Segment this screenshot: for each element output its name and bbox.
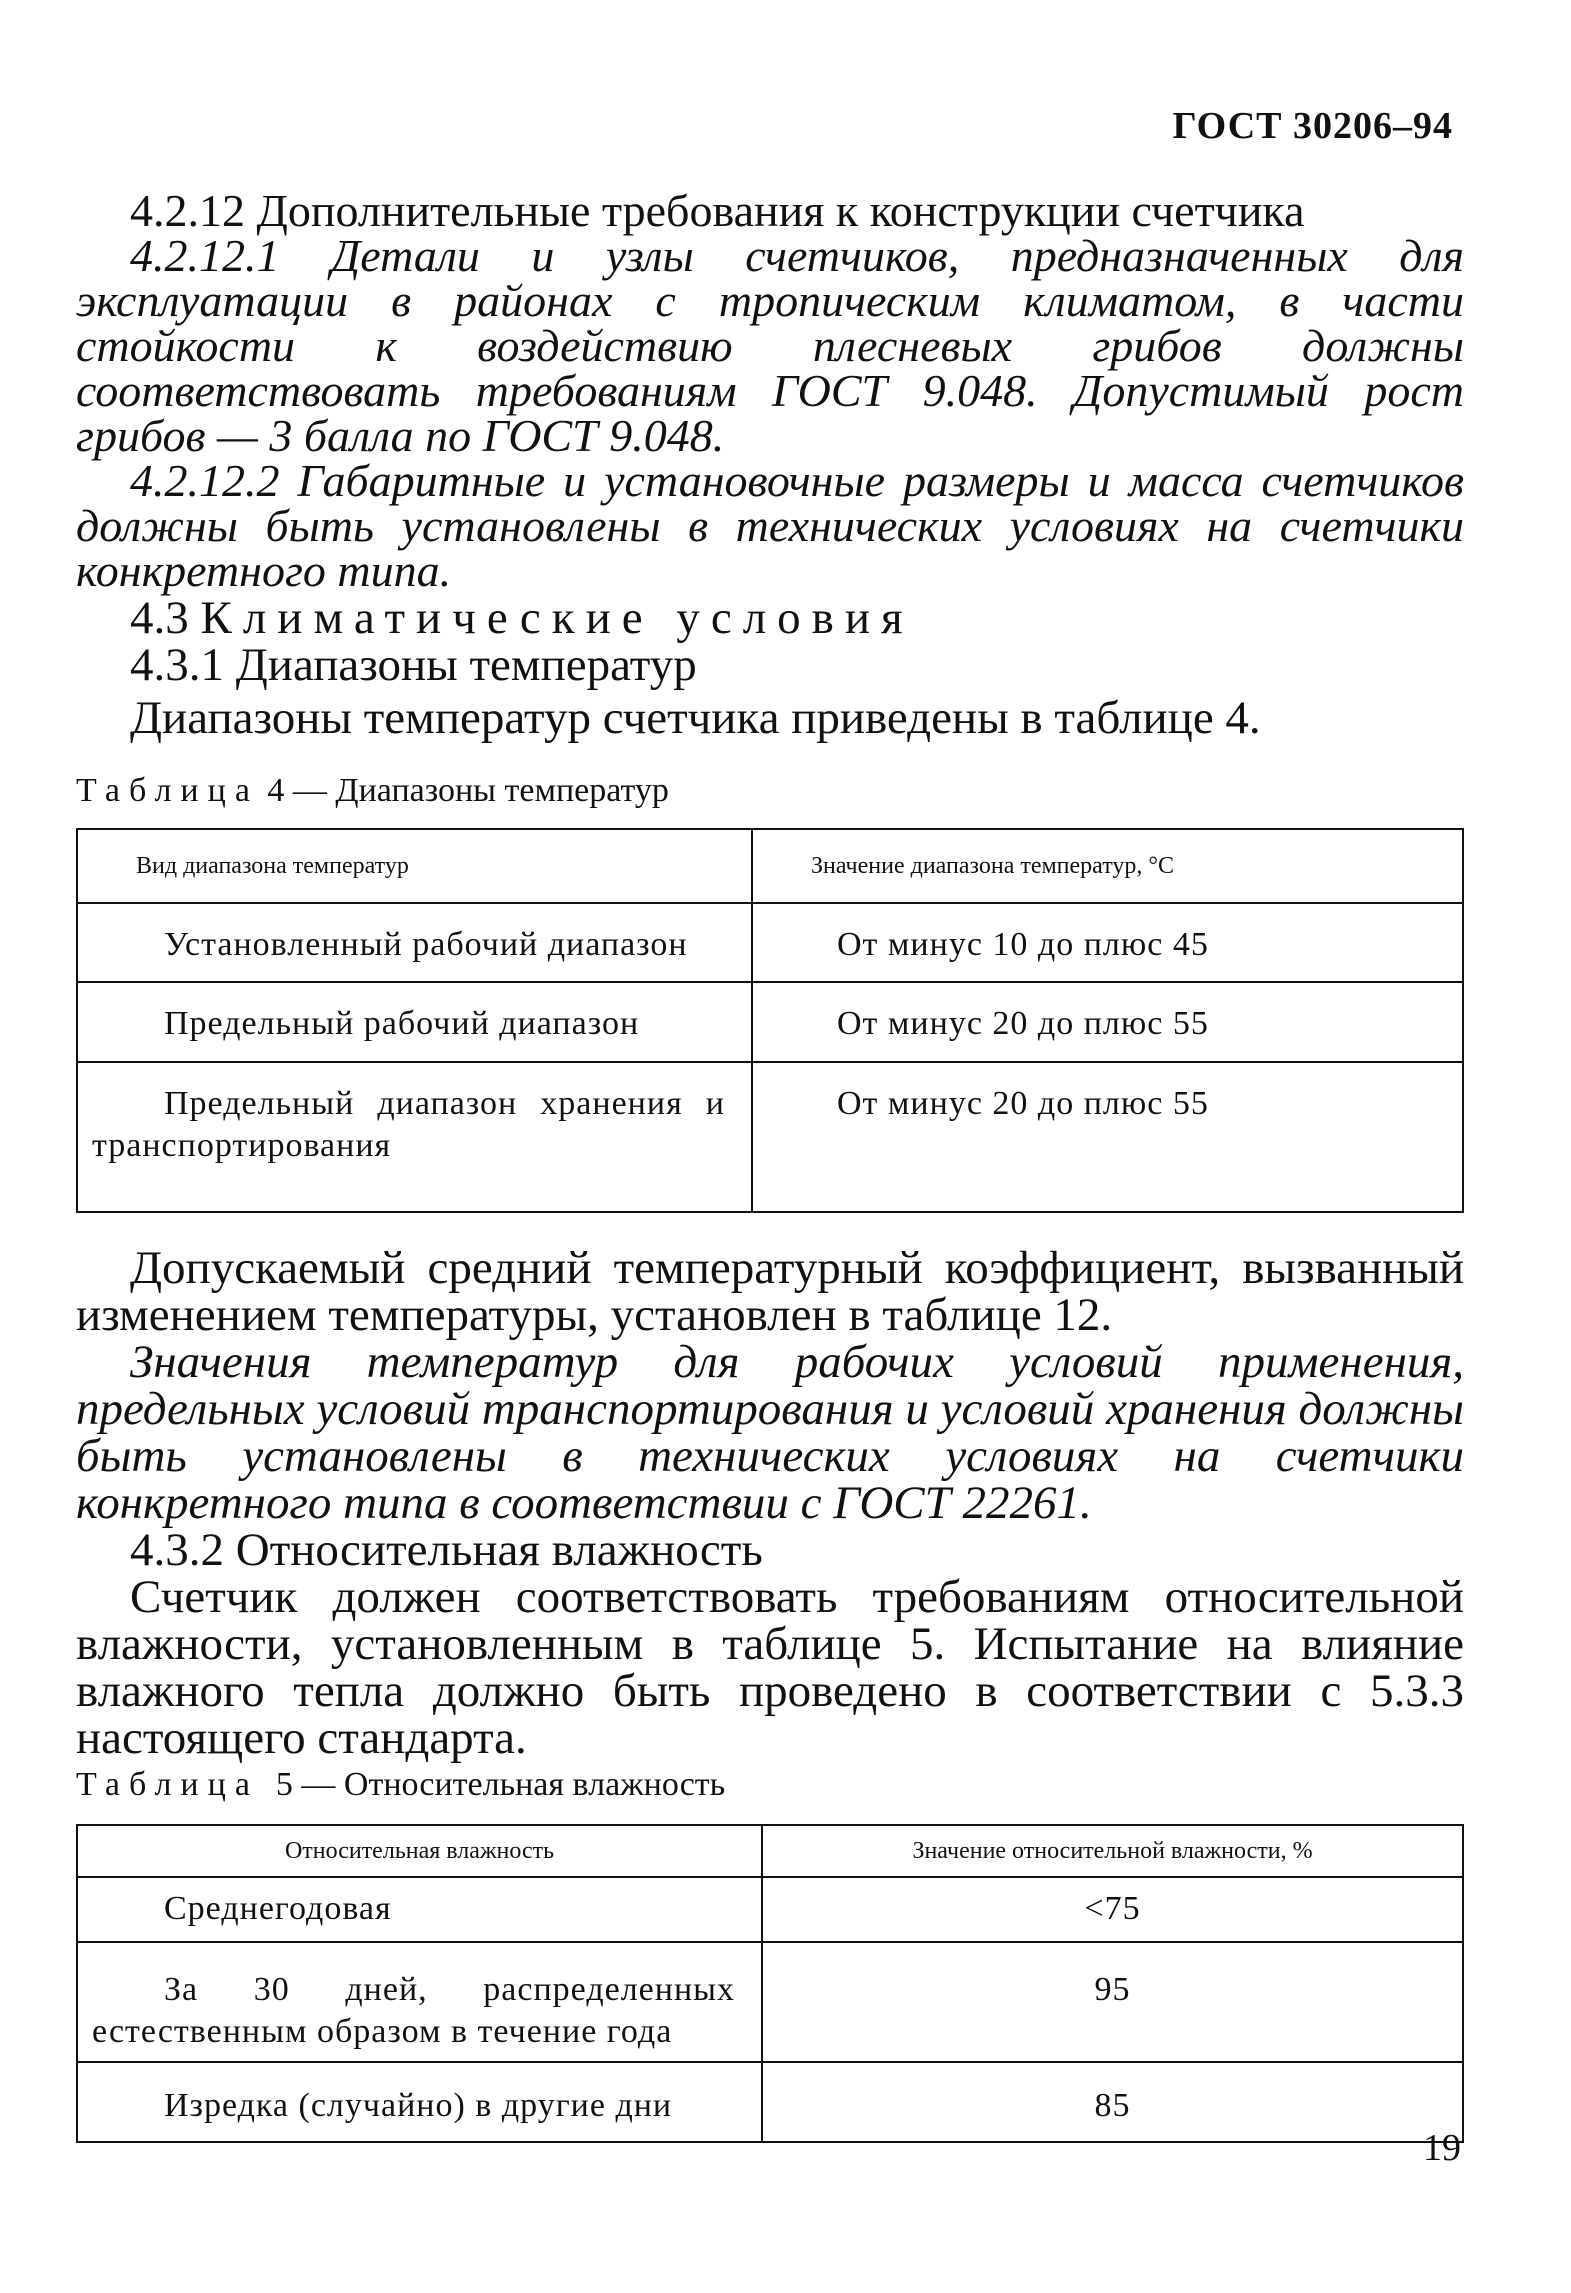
table-cell: Предельный рабочий диапазон	[77, 982, 752, 1062]
table-4-caption	[76, 772, 1464, 810]
section-4-2-12-1: 4.2.12.1 Детали и узлы счетчиков, предназначенных для эксплуатации в районах с тропическим климатом, в части стойкости к воздействию плесневых грибов должны соответствовать требованиям ГОСТ 9.048. Допустимый рост грибов — 3 балла по ГОСТ 9.048.	[76, 230, 1464, 461]
table-cell: Изредка (случайно) в другие дни	[77, 2062, 762, 2142]
page-number: 19	[1423, 2127, 1461, 2169]
table-cell: <75	[762, 1877, 1463, 1942]
section-4-2-12-title-text: 4.2.12 Дополнительные требования к конструкции счетчика	[130, 185, 1305, 236]
standard-header: ГОСТ 30206–94	[1172, 105, 1453, 147]
table-cell: От минус 20 до плюс 55	[752, 982, 1463, 1062]
table-row	[77, 2062, 1463, 2142]
table-row	[77, 1942, 1463, 2062]
section-4-3-2-text: Счетчик должен соответствовать требованиям относительной влажности, установленным в таблице 5. Испытание на влияние влажного тепла должно быть проведено в соответствии с 5.3.3 настоящего стандарта.	[76, 1571, 1464, 1764]
section-4-3-2: 4.3.2 Относительная влажность	[130, 1524, 763, 1576]
table-row	[77, 1877, 1463, 1942]
table-row	[77, 1062, 1463, 1212]
table-header-cell: Вид диапазона температур	[77, 829, 752, 903]
table-cell: За 30 дней, распределенных естественным образом в течение года	[77, 1942, 762, 2062]
table-cell: 95	[762, 1942, 1463, 2062]
table-cell: Установленный рабочий диапазон	[77, 903, 752, 982]
relative-humidity-table	[76, 1824, 1464, 2143]
table-4-caption-text: 4 — Диапазоны температур	[267, 772, 669, 809]
table-header-row	[77, 1825, 1463, 1877]
temperature-values-text: Значения температур для рабочих условий применения, предельных условий транспортирования и условий хранения должны быть установлены в технических условиях на счетчики конкретного типа в соответствии с ГОСТ 22261.	[76, 1336, 1464, 1529]
section-4-3-1: 4.3.1 Диапазоны температур	[130, 639, 697, 691]
table-row	[77, 903, 1463, 982]
section-4-2-12-2: 4.2.12.2 Габаритные и установочные размеры и масса счетчиков должны быть установлены в технических условиях на счетчики конкретного типа.	[76, 455, 1464, 596]
table-5-caption-text: 5 — Относительная влажность	[275, 1766, 726, 1803]
table-5-caption-label: Таблица	[76, 1766, 259, 1803]
section-4-3-number: 4.3	[130, 592, 189, 644]
temperature-coefficient-text: Допускаемый средний температурный коэффициент, вызванный изменением температуры, установлен в таблице 12.	[76, 1242, 1464, 1341]
table-row	[77, 982, 1463, 1062]
table-cell: От минус 10 до плюс 45	[752, 903, 1463, 982]
temperature-ranges-table	[76, 828, 1464, 1213]
table-header-cell: Значение диапазона температур, °С	[752, 829, 1463, 903]
table-5-caption	[76, 1766, 1464, 1804]
table-cell: Предельный диапазон хранения и транспортирования	[77, 1062, 752, 1212]
section-4-2-12-title	[130, 185, 1464, 236]
table-header-row	[77, 829, 1463, 903]
section-4-3-heading	[76, 592, 1464, 644]
section-4-3-1-text: Диапазоны температур счетчика приведены в таблице 4.	[130, 692, 1261, 744]
table-cell: От минус 20 до плюс 55	[752, 1062, 1463, 1212]
table-header-cell: Относительная влажность	[77, 1825, 762, 1877]
table-header-cell: Значение относительной влажности, %	[762, 1825, 1463, 1877]
section-4-3-title: Климатические условия	[200, 592, 914, 644]
table-cell: Среднегодовая	[77, 1877, 762, 1942]
table-cell: 85	[762, 2062, 1463, 2142]
page-content	[76, 185, 1464, 2143]
table-4-caption-label: Таблица	[76, 772, 259, 809]
